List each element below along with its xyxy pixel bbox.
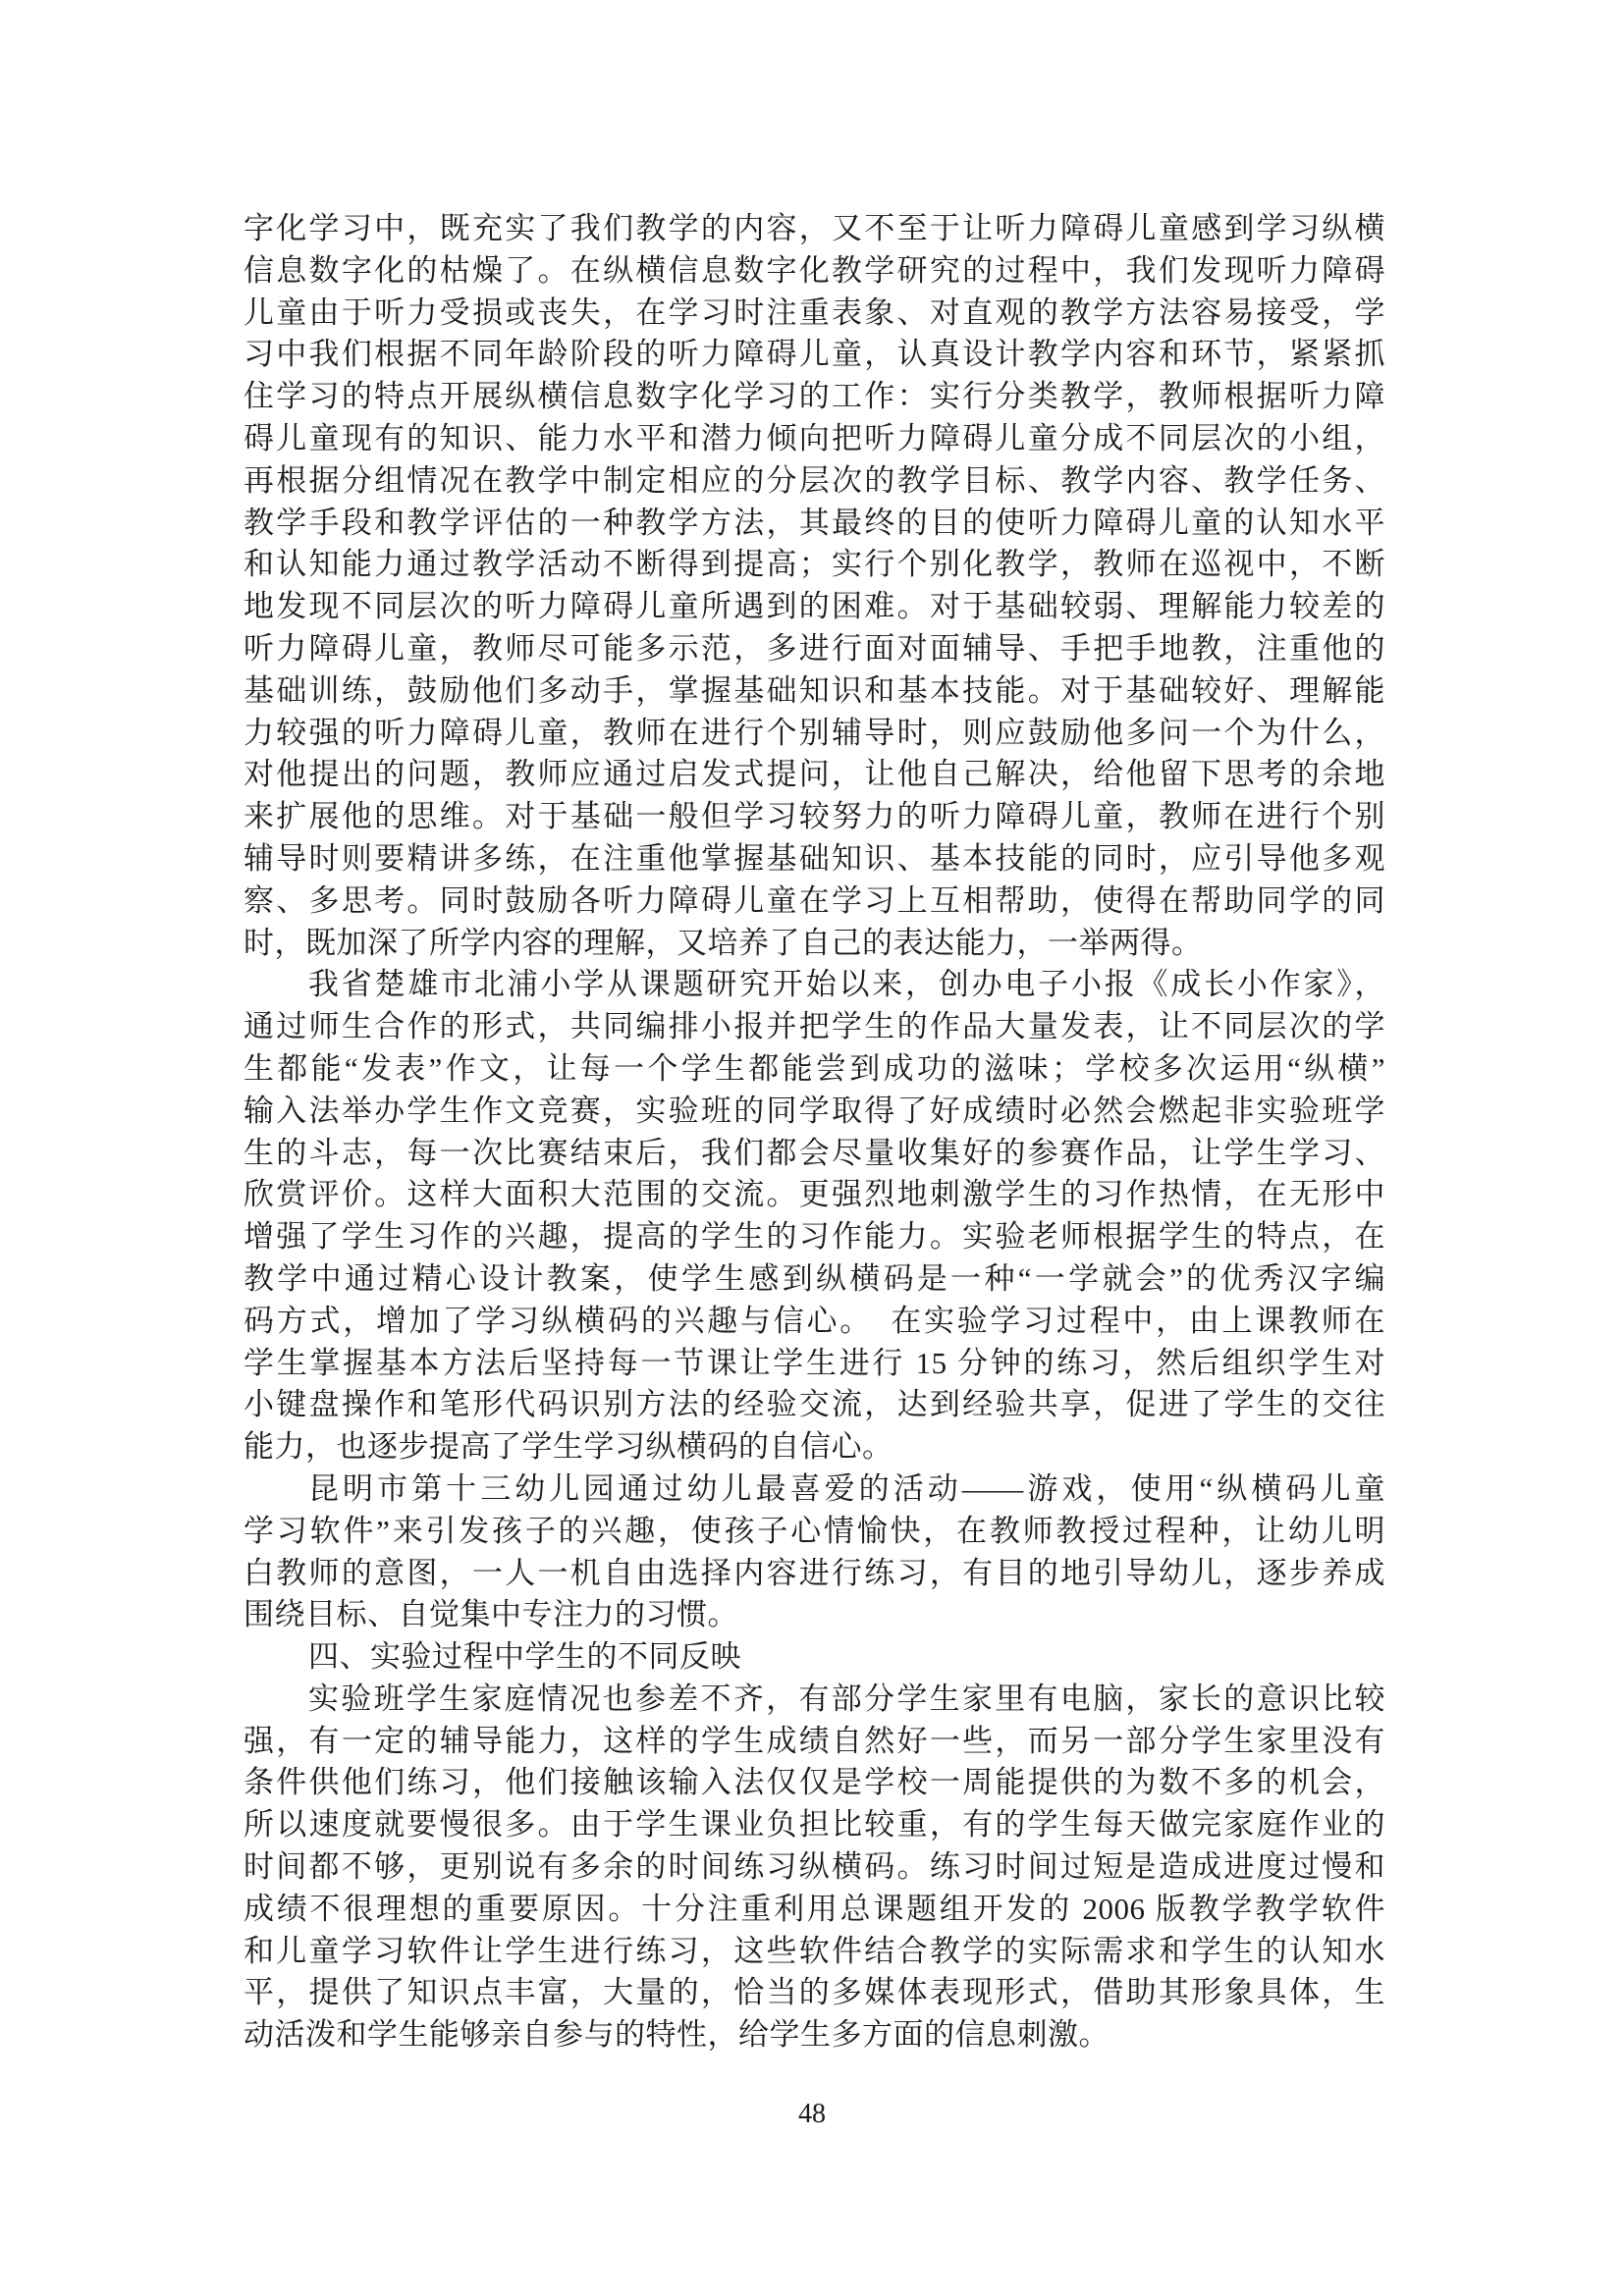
text-line: 时间都不够，更别说有多余的时间练习纵横码。练习时间过短是造成进度过慢和: [244, 1849, 1385, 1885]
text-line: 所以速度就要慢很多。由于学生课业负担比较重，有的学生每天做完家庭作业的: [244, 1807, 1385, 1842]
text-line: 围绕目标、自觉集中专注力的习惯。: [244, 1597, 738, 1632]
text-line: 信息数字化的枯燥了。在纵横信息数字化教学研究的过程中，我们发现听力障碍: [244, 252, 1385, 288]
text-line: 码方式，增加了学习纵横码的兴趣与信心。 在实验学习过程中，由上课教师在: [244, 1303, 1385, 1338]
text-line: 生都能“发表”作文，让每一个学生都能尝到成功的滋味；学校多次运用“纵横”: [244, 1050, 1385, 1086]
text-line: 字化学习中，既充实了我们教学的内容，又不至于让听力障碍儿童感到学习纵横: [244, 211, 1385, 245]
text-line: 输入法举办学生作文竞赛，实验班的同学取得了好成绩时必然会燃起非实验班学: [244, 1093, 1385, 1128]
text-line: 基础训练，鼓励他们多动手，掌握基础知识和基本技能。对于基础较好、理解能: [244, 672, 1385, 708]
text-line: 住学习的特点开展纵横信息数字化学习的工作：实行分类教学，教师根据听力障: [244, 379, 1385, 414]
text-line: 儿童由于听力受损或丧失，在学习时注重表象、对直观的教学方法容易接受，学: [244, 294, 1385, 330]
text-line: 教学中通过精心设计教案，使学生感到纵横码是一种“一学就会”的优秀汉字编: [244, 1260, 1385, 1296]
text-line: 我省楚雄市北浦小学从课题研究开始以来，创办电子小报《成长小作家》，: [308, 967, 1385, 1002]
text-line: 条件供他们练习，他们接触该输入法仅仅是学校一周能提供的为数不多的机会，: [244, 1765, 1385, 1800]
text-line: 教学手段和教学评估的一种教学方法，其最终的目的使听力障碍儿童的认知水平: [244, 505, 1385, 540]
text-line: 时，既加深了所学内容的理解，又培养了自己的表达能力，一举两得。: [244, 925, 1203, 960]
text-line: 听力障碍儿童，教师尽可能多示范，多进行面对面辅导、手把手地教，注重他的: [244, 630, 1385, 666]
text-line: 生的斗志，每一次比赛结束后，我们都会尽量收集好的参赛作品，让学生学习、: [244, 1135, 1385, 1170]
text-line: 辅导时则要精讲多练，在注重他掌握基础知识、基本技能的同时，应引导他多观: [244, 840, 1385, 876]
text-line: 和儿童学习软件让学生进行练习，这些软件结合教学的实际需求和学生的认知水: [244, 1933, 1385, 1968]
text-line: 成绩不很理想的重要原因。十分注重利用总课题组开发的 2006 版教学教学软件: [244, 1891, 1385, 1926]
text-line: 碍儿童现有的知识、能力水平和潜力倾向把听力障碍儿童分成不同层次的小组，: [244, 420, 1385, 455]
text-line: 小键盘操作和笔形代码识别方法的经验交流，达到经验共享，促进了学生的交往: [244, 1387, 1385, 1422]
text-line: 白教师的意图，一人一机自由选择内容进行练习，有目的地引导幼儿，逐步养成: [244, 1555, 1385, 1590]
document-body: [244, 208, 1385, 2056]
text-line: 学生掌握基本方法后坚持每一节课让学生进行 15 分钟的练习，然后组织学生对: [244, 1345, 1385, 1380]
text-line: 通过师生合作的形式，共同编排小报并把学生的作品大量发表，让不同层次的学: [244, 1009, 1385, 1044]
text-line: 和认知能力通过教学活动不断得到提高；实行个别化教学，教师在巡视中，不断: [244, 547, 1385, 582]
text-line: 实验班学生家庭情况也参差不齐，有部分学生家里有电脑，家长的意识比较: [308, 1681, 1385, 1716]
text-line: 增强了学生习作的兴趣，提高的学生的习作能力。实验老师根据学生的特点，在: [244, 1219, 1385, 1255]
text-line: 平，提供了知识点丰富，大量的，恰当的多媒体表现形式，借助其形象具体，生: [244, 1975, 1385, 2010]
text-line: 强，有一定的辅导能力，这样的学生成绩自然好一些，而另一部分学生家里没有: [244, 1723, 1385, 1758]
text-line: 力较强的听力障碍儿童，教师在进行个别辅导时，则应鼓励他多问一个为什么，: [244, 715, 1385, 750]
text-line: 动活泼和学生能够亲自参与的特性，给学生多方面的信息刺激。: [244, 2017, 1110, 2053]
text-line: 欣赏评价。这样大面积大范围的交流。更强烈地刺激学生的习作热情，在无形中: [244, 1177, 1385, 1212]
text-line: 能力，也逐步提高了学生学习纵横码的自信心。: [244, 1429, 893, 1465]
text-line: 昆明市第十三幼儿园通过幼儿最喜爱的活动——游戏，使用“纵横码儿童: [308, 1470, 1385, 1506]
text-line: 四、实验过程中学生的不同反映: [308, 1639, 741, 1675]
text-line: 再根据分组情况在教学中制定相应的分层次的教学目标、教学内容、教学任务、: [244, 462, 1385, 498]
text-line: 地发现不同层次的听力障碍儿童所遇到的困难。对于基础较弱、理解能力较差的: [244, 589, 1385, 624]
text-line: 学习软件”来引发孩子的兴趣，使孩子心情愉快，在教师教授过程种，让幼儿明: [244, 1513, 1385, 1548]
text-line: 察、多思考。同时鼓励各听力障碍儿童在学习上互相帮助，使得在帮助同学的同: [244, 882, 1385, 918]
page-number: 48: [798, 2099, 826, 2129]
text-line: 对他提出的问题，教师应通过启发式提问，让他自己解决，给他留下思考的余地: [244, 757, 1385, 792]
text-line: 来扩展他的思维。对于基础一般但学习较努力的听力障碍儿童，教师在进行个别: [244, 799, 1385, 834]
text-line: 习中我们根据不同年龄阶段的听力障碍儿童，认真设计教学内容和环节，紧紧抓: [244, 337, 1385, 372]
